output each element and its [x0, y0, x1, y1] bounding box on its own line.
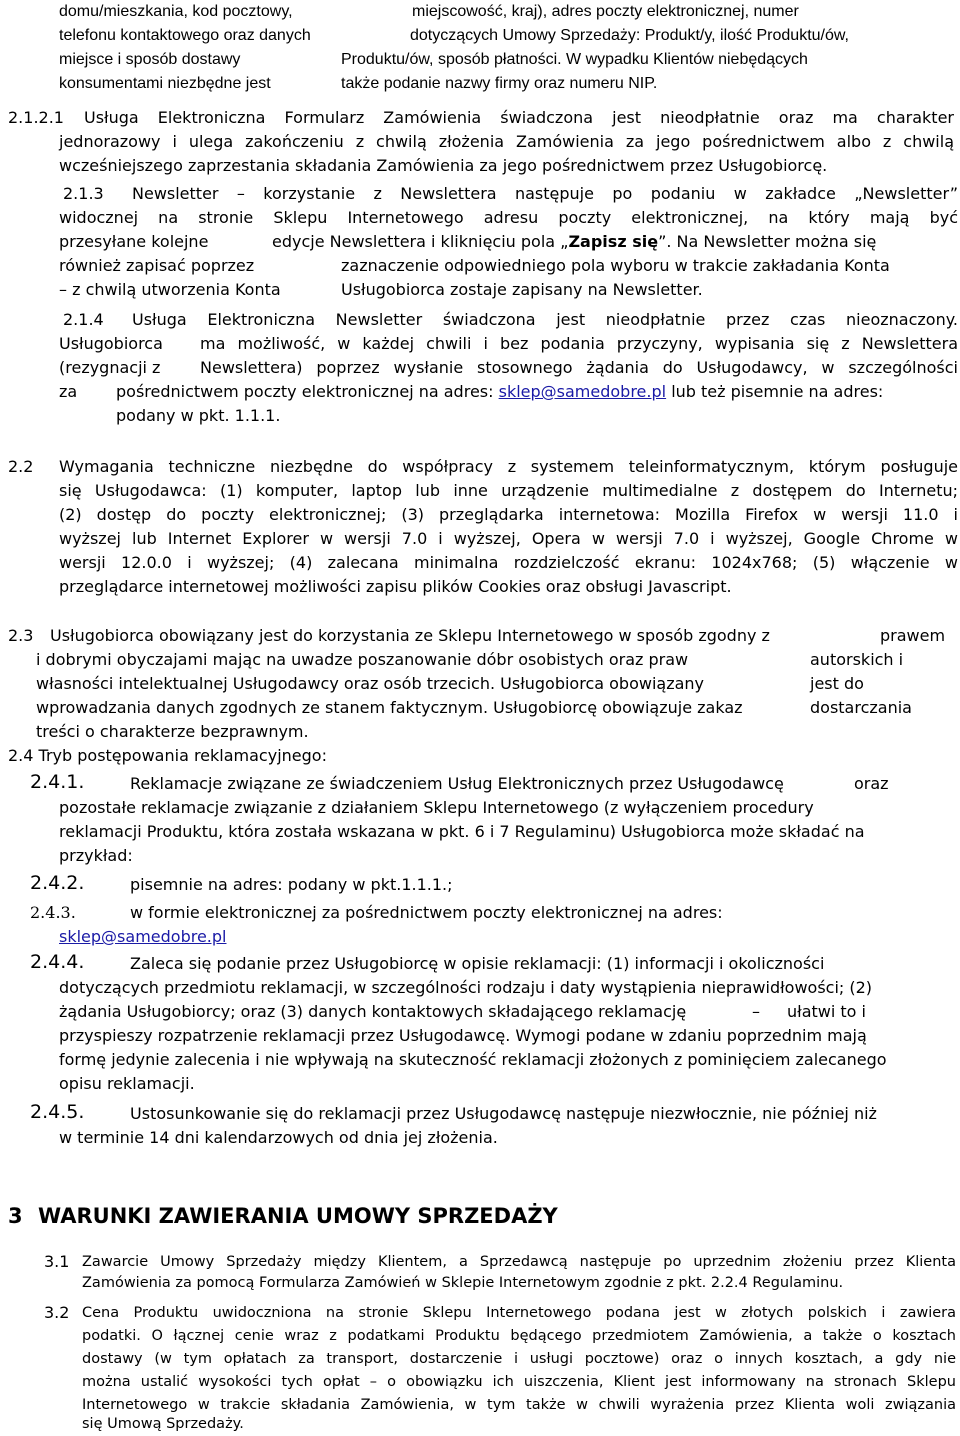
paragraph-line: przyspieszy rozpatrzenie reklamacji przez Usługodawcę. Wymogi podane w zdaniu poprzednim mają: [59, 1026, 867, 1045]
paragraph-line: pozostałe reklamacje związanie z działaniem Sklepu Internetowego (z wyłączeniem procedury: [59, 798, 814, 817]
paragraph-line: ma możliwość, w każdej chwili i bez podania przyczyny, wypisania się z Newslettera: [200, 334, 958, 353]
chapter-title: WARUNKI ZAWIERANIA UMOWY SPRZEDAŻY: [38, 1204, 558, 1228]
intro-line-1b: miejscowość, kraj), adres poczty elektronicznej, numer: [412, 3, 799, 20]
section-number: 2.2: [8, 457, 34, 476]
paragraph-line: własności intelektualnej Usługodawcy oraz osób trzecich. Usługobiorca obowiązany: [36, 674, 705, 693]
intro-line-4a: konsumentami niezbędne jest: [59, 75, 271, 92]
paragraph-line: Newslettera) poprzez wysłanie stosownego żądania do Usługodawcy, w szczególności: [200, 358, 958, 377]
subsection-number: 2.4.4.: [30, 951, 85, 973]
paragraph-line: Reklamacje związane ze świadczeniem Usług Elektronicznych przez Usługodawcę: [130, 774, 784, 793]
text-run: lub też pisemnie na adres:: [671, 382, 884, 401]
paragraph-line: żądania Usługobiorcy; oraz (3) danych kontaktowych składającego reklamację: [59, 1002, 687, 1021]
section-number: 2.1.3: [63, 184, 104, 203]
paragraph-line: Usługobiorca obowiązany jest do korzystania ze Sklepu Internetowego w sposób zgodny z: [50, 626, 770, 645]
paragraph-line: przesyłane kolejne: [59, 232, 209, 251]
paragraph-line: reklamacji Produktu, która została wskazana w pkt. 6 i 7 Regulaminu) Usługobiorca może składać na: [59, 822, 865, 841]
paragraph-line: wersji 12.0.0 i wyższej; (4) zalecana minimalna rozdzielczość ekranu: 1024x768; (5) włączenie w: [59, 553, 958, 572]
paragraph-line: – z chwilą utworzenia Konta: [59, 280, 281, 299]
paragraph-line: Wymagania techniczne niezbędne do współpracy z systemem teleinformatycznym, którym posługuje: [59, 457, 958, 476]
paragraph-line: autorskich i: [810, 650, 904, 669]
subsection-number: 2.4.3.: [30, 903, 76, 922]
paragraph-line: pisemnie na adres: podany w pkt.1.1.1.;: [130, 875, 453, 894]
dash-glyph: –: [752, 1002, 760, 1021]
section-number: 3.1: [44, 1252, 70, 1271]
paragraph-line: się Umową Sprzedaży.: [82, 1416, 244, 1432]
paragraph-line: dostarczania: [810, 698, 912, 717]
subsection-number: 2.4.5.: [30, 1101, 85, 1123]
paragraph-line: przykład:: [59, 846, 133, 865]
paragraph-line: można ustalić wysokości tych opłat – o obowiązku ich uiszczenia, Klient jest informowany na stronach Sklepu: [82, 1374, 956, 1390]
paragraph-line: przeglądarce internetowej możliwości zapisu plików Cookies oraz obsługi Javascript.: [59, 577, 732, 596]
paragraph-line: Ustosunkowanie się do reklamacji przez Usługodawcę następuje niezwłocznie, nie później niż: [130, 1104, 877, 1123]
paragraph-line: podatki. O łącznej cenie wraz z podatkami Produktu będącego przedmiotem Zamówienia, a także o kosztach: [82, 1328, 956, 1344]
paragraph-line: wprowadzania danych zgodnych ze stanem faktycznym. Usługobiorcę obowiązuje zakaz: [36, 698, 743, 717]
paragraph-line: prawem: [880, 626, 946, 645]
paragraph-line: w formie elektronicznej za pośrednictwem poczty elektronicznej na adres:: [130, 903, 723, 922]
paragraph-line: wyższej lub Internet Explorer w wersji 7.0 i wyższej, Opera w wersji 7.0 i wyższej, Google Chrome w: [59, 529, 958, 548]
paragraph-line: treści o charakterze bezprawnym.: [36, 722, 309, 741]
intro-line-4b: także podanie nazwy firmy oraz numeru NIP.: [341, 75, 658, 92]
text-run: edycje Newslettera i kliknięciu pola „: [272, 232, 569, 251]
paragraph-line: dostawy (w tym opłatach za transport, dostarczenie i usługi pocztowe) oraz o innych kosztach, a gdy nie: [82, 1351, 956, 1367]
intro-line-3a: miejsce i sposób dostawy: [59, 51, 241, 68]
paragraph-line: opisu reklamacji.: [59, 1074, 195, 1093]
subsection-number: 2.4.1.: [30, 771, 85, 793]
paragraph-line: Usługa Elektroniczna Newsletter świadczona jest nieodpłatnie przez czas nieoznaczony.: [132, 310, 958, 329]
paragraph-line: (rezygnacji z: [59, 358, 161, 377]
paragraph-line: za: [59, 382, 78, 401]
paragraph-line: Zawarcie Umowy Sprzedaży między Klientem, a Sprzedawcą następuje po uprzednim złożeniu przez Klienta: [82, 1254, 956, 1270]
paragraph-line: [272, 230, 876, 254]
intro-line-2a: telefonu kontaktowego oraz danych: [59, 27, 311, 44]
email-line: [59, 925, 226, 949]
section-heading: 2.4 Tryb postępowania reklamacyjnego:: [8, 746, 327, 765]
paragraph-line: Cena Produktu uwidoczniona na stronie Sklepu Internetowego podana jest w złotych polskich i zawiera: [82, 1305, 956, 1321]
email-link[interactable]: sklep@samedobre.pl: [59, 927, 227, 946]
paragraph-line: jednorazowy i ulega zakończeniu z chwilą złożenia Zamówienia za jego pośrednictwem albo z chwilą: [59, 132, 954, 151]
paragraph-line: Newsletter – korzystanie z Newslettera następuje po podaniu w zakładce „Newsletter”: [132, 184, 958, 203]
paragraph-line: w terminie 14 dni kalendarzowych od dnia jej złożenia.: [59, 1128, 498, 1147]
text-run: pośrednictwem poczty elektronicznej na adres:: [116, 382, 494, 401]
intro-line-1a: domu/mieszkania, kod pocztowy,: [59, 3, 293, 20]
paragraph-line: formę jedynie zalecenia i nie wpływają na skuteczność reklamacji złożonych z pominięciem zalecanego: [59, 1050, 887, 1069]
paragraph-line: Internetowego w trakcie składania Zamówienia, w tym także w chwili wyrażenia przez Klienta woli związania: [82, 1397, 956, 1413]
subsection-number: 2.4.2.: [30, 872, 85, 894]
section-number: 2.1.2.1: [8, 108, 64, 127]
paragraph-line: zaznaczenie odpowiedniego pola wyboru w trakcie zakładania Konta: [341, 256, 890, 275]
chapter-number: 3: [8, 1204, 23, 1228]
paragraph-line: dotyczących przedmiotu reklamacji, w szczególności rodzaju i daty wystąpienia nieprawidłowości; (2): [59, 978, 873, 997]
paragraph-line: wcześniejszego zaprzestania składania Zamówienia za jego pośrednictwem przez Usługobiorcę.: [59, 156, 828, 175]
paragraph-line: Usługobiorca: [59, 334, 163, 353]
bold-run: Zapisz się: [568, 232, 659, 251]
paragraph-line: Usługa Elektroniczna Formularz Zamówienia świadczona jest nieodpłatnie oraz ma charakter: [84, 108, 954, 127]
section-number: 2.1.4: [63, 310, 104, 329]
paragraph-line: i dobrymi obyczajami mając na uwadze poszanowanie dóbr osobistych oraz praw: [36, 650, 689, 669]
paragraph-line: się Usługodawca: (1) komputer, laptop lub inne urządzenie multimedialne z dostępem do Internetu;: [59, 481, 958, 500]
intro-line-2b: dotyczących Umowy Sprzedaży: Produkt/y, ilość Produktu/ów,: [410, 27, 849, 44]
paragraph-line: jest do: [810, 674, 864, 693]
section-number: 3.2: [44, 1303, 70, 1322]
paragraph-line: ułatwi to i: [787, 1002, 866, 1021]
paragraph-line: Zamówienia za pomocą Formularza Zamówień w Sklepie Internetowym zgodnie z pkt. 2.2.4 Regulaminu.: [82, 1275, 844, 1291]
text-run: ”. Na Newsletter można się: [658, 232, 877, 251]
paragraph-line: Zaleca się podanie przez Usługobiorcę w opisie reklamacji: (1) informacji i okoliczności: [130, 954, 825, 973]
paragraph-line: [116, 380, 883, 404]
paragraph-line: również zapisać poprzez: [59, 256, 255, 275]
paragraph-line: oraz: [854, 774, 889, 793]
email-link[interactable]: sklep@samedobre.pl: [498, 382, 667, 401]
intro-line-3b: Produktu/ów, sposób płatności. W wypadku Klientów niebędących: [341, 51, 808, 68]
paragraph-line: podany w pkt. 1.1.1.: [116, 406, 281, 425]
paragraph-line: Usługobiorca zostaje zapisany na Newsletter.: [341, 280, 703, 299]
paragraph-line: widocznej na stronie Sklepu Internetowego adresu poczty elektronicznej, na który mają być: [59, 208, 958, 227]
paragraph-line: (2) dostęp do poczty elektronicznej; (3) przeglądarka internetowa: Mozilla Firefox w wersji 11.0 i: [59, 505, 958, 524]
section-number: 2.3: [8, 626, 34, 645]
